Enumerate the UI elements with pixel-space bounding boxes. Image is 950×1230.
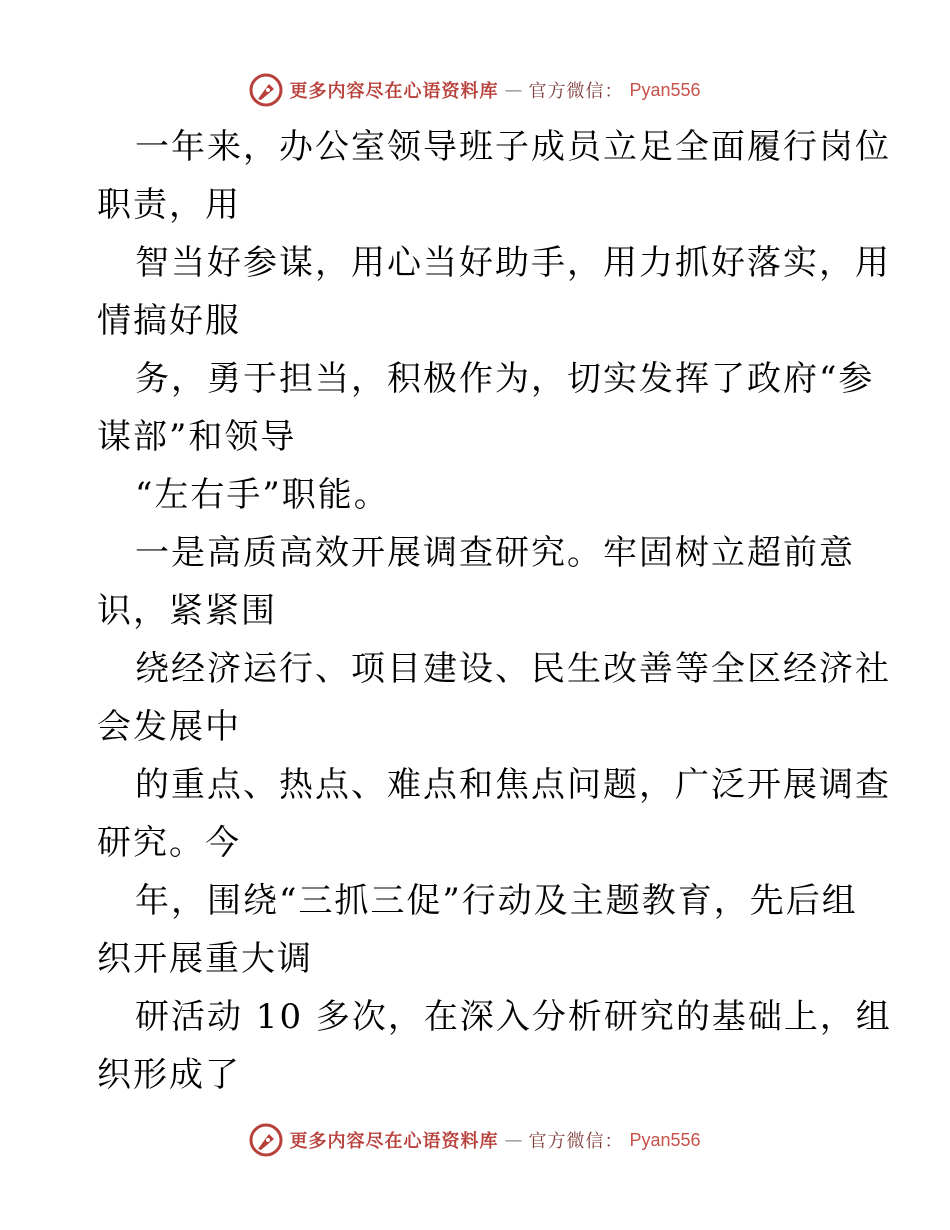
text-line: “左右手”职能。 bbox=[135, 475, 390, 515]
watermark-wechat-id: Pyan556 bbox=[629, 79, 701, 100]
footer-watermark bbox=[0, 1120, 950, 1160]
text-line: 绕经济运行、项目建设、民生改善等全区经济社 bbox=[135, 649, 891, 689]
text-line: 织开展重大调 bbox=[97, 939, 313, 979]
fountain-pen-nib-icon bbox=[249, 1123, 283, 1157]
text-line: 研活动 10 多次，在深入分析研究的基础上，组 bbox=[135, 997, 892, 1037]
text-line: 识，紧紧围 bbox=[97, 591, 277, 631]
watermark-main-text: 更多内容尽在心语资料库 bbox=[289, 81, 499, 102]
text-line: 智当好参谋，用心当好助手，用力抓好落实，用 bbox=[135, 243, 891, 283]
text-line: 务，勇于担当，积极作为，切实发挥了政府“参 bbox=[135, 359, 875, 399]
watermark-dash: — bbox=[504, 79, 523, 101]
text-line: 会发展中 bbox=[97, 707, 241, 747]
text-line: 职责，用 bbox=[97, 185, 241, 225]
watermark-wechat-id: Pyan556 bbox=[629, 1129, 701, 1150]
text-line: 研究。今 bbox=[97, 823, 241, 863]
text-line: 一是高质高效开展调查研究。牢固树立超前意 bbox=[135, 533, 855, 573]
text-line: 织形成了 bbox=[97, 1055, 241, 1095]
watermark-main-text: 更多内容尽在心语资料库 bbox=[289, 1131, 499, 1152]
watermark-wechat-label: 官方微信： bbox=[528, 1131, 624, 1152]
watermark-dash: — bbox=[504, 1129, 523, 1151]
watermark-wechat-label: 官方微信： bbox=[528, 81, 624, 102]
fountain-pen-nib-icon bbox=[249, 73, 283, 107]
text-line: 一年来，办公室领导班子成员立足全面履行岗位 bbox=[135, 127, 891, 167]
text-line: 情搞好服 bbox=[97, 301, 241, 341]
text-line: 年，围绕“三抓三促”行动及主题教育，先后组 bbox=[135, 881, 858, 921]
text-line: 谋部”和领导 bbox=[97, 417, 297, 457]
document-body bbox=[97, 118, 892, 1104]
text-line: 的重点、热点、难点和焦点问题，广泛开展调查 bbox=[135, 765, 891, 805]
header-watermark bbox=[0, 70, 950, 110]
